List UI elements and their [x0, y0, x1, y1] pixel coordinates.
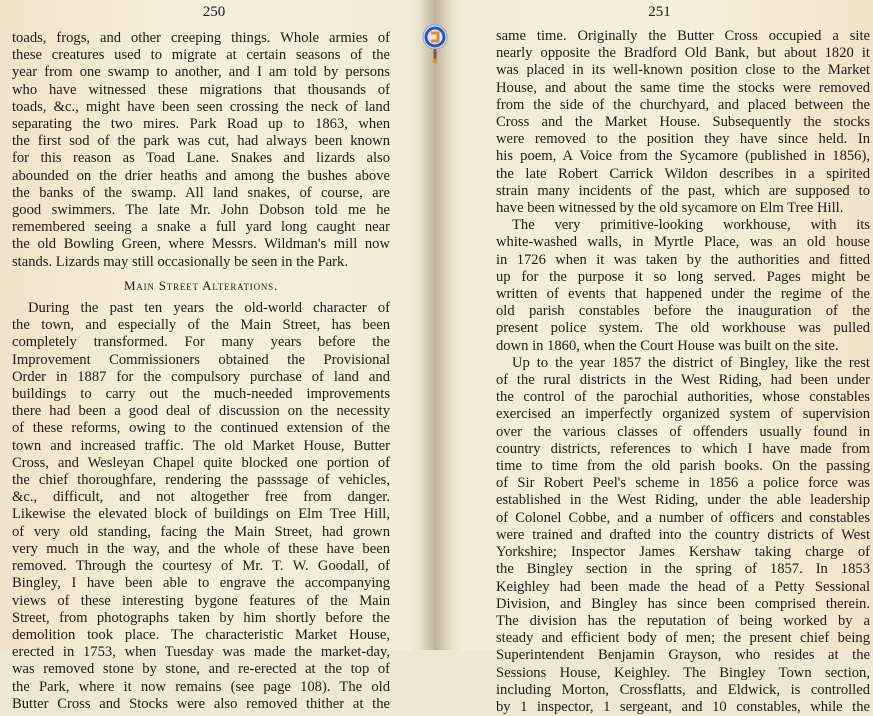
text-line: House, and about the same time the stocks were removed [496, 79, 870, 96]
text-line: white-washed walls, in Myrtle Place, was an old house [496, 234, 870, 251]
text-line: old parish constables before the inauguration of the [496, 303, 870, 320]
text-line: During the past ten years the old-world character of [28, 300, 390, 317]
text-line: down in 1860, when the Court House was built on the site. [496, 337, 839, 354]
text-line: from the side of the churchyard, and placed between the [496, 96, 870, 113]
text-line: who have witnessed these migrations that thousands of [12, 81, 390, 98]
text-line: &c., difficult, and not altogether free from danger. [12, 489, 390, 506]
text-line: the first sod of the park was cut, had always been known [12, 133, 390, 150]
text-line: including Morton, Crossflatts, and Eldwick, is controlled [496, 681, 870, 698]
text-line: in 1726 when it was taken by the authorities and fitted [496, 251, 870, 268]
text-line: the Park, where it now remains (see page 108). The old [12, 678, 390, 695]
text-line: erected in 1753, when Tuesday was made the market-day, [12, 644, 390, 661]
text-line: the banks of the swamp. All land snakes, of course, are [12, 184, 390, 201]
text-line: these creatures used to migrate at certain seasons of the [12, 47, 390, 64]
text-line: were removed to the position they have since held. In [496, 131, 870, 148]
text-line: exercised an imperfectly organized system of supervision [496, 406, 870, 423]
text-line: town and increased traffic. The old Market House, Butter [12, 437, 390, 454]
text-line: over the various classes of offenders usually found in [496, 423, 870, 440]
text-line: stands. Lizards may still occasionally be seen in the Park. [12, 253, 348, 270]
text-line: Bingley, I have been able to engrave the accompanying [12, 575, 390, 592]
text-line: buildings to carry out the much-needed improvements [12, 386, 390, 403]
text-line: country districts, references to which I have made from [496, 440, 870, 457]
text-line: year from one swamp to another, and I am told by persons [12, 64, 390, 81]
text-line: was placed in its well-known position close to the Market [496, 62, 870, 79]
text-line: the chief thoroughfare, rendering the passsage of vehicles, [12, 472, 390, 489]
text-line: same time. Originally the Butter Cross occupied a site [496, 28, 870, 44]
text-line: time to time from the old parish books. On the passing [496, 458, 870, 475]
section-heading: Main Street Alterations. [123, 277, 279, 293]
text-line: Improvement Commissioners obtained the Provisional [12, 351, 390, 368]
left-page-text [12, 30, 390, 713]
text-line: were trained and drafted into the country districts of West [496, 526, 870, 543]
text-line: The very primitive-looking workhouse, with its [512, 217, 870, 234]
text-line: The division has the reputation of being worked by a [496, 612, 870, 629]
text-line: toads, frogs, and other creeping things. Whole armies of [12, 30, 390, 46]
page-number: 251 [648, 4, 671, 20]
text-line: the Bingley section in the spring of 1857. In 1853 [496, 561, 870, 578]
text-line: Keighley had been made the head of a Petty Sessional [496, 578, 870, 595]
text-line: demolition took place. The characteristic Market House, [12, 626, 390, 643]
text-line: completely transformed. For many years before the [12, 334, 390, 351]
text-line: the old Bowling Green, where Messrs. Wildman's mill now [12, 236, 390, 253]
text-line: was removed stone by stone, and re-erected at the top of [12, 661, 390, 678]
right-page-text [496, 28, 870, 716]
text-line: Order in 1887 for the compulsory purchase of land and [12, 368, 390, 385]
text-line: for this reason as Toad Lane. Snakes and lizards also [12, 150, 390, 167]
text-line: Butter Cross and Stocks were also removed thither at the [12, 695, 390, 712]
text-line: of very old standing, facing the Main Street, had grown [12, 523, 390, 540]
text-line: Superintendent Benjamin Grayson, who resides at the [496, 647, 870, 664]
text-line: there had been a good deal of discussion on the necessity [12, 403, 390, 420]
text-line: very much in the way, and the whole of these have been [12, 540, 390, 557]
text-line: steady and efficient body of men; the present chief being [496, 630, 870, 647]
text-line: Cross and the Market House. Subsequently the stocks [496, 114, 870, 131]
text-line: the town, and especially of the Main Street, has been [12, 317, 390, 334]
text-line: Likewise the elevated block of buildings on Elm Tree Hill, [12, 506, 390, 523]
left-page [0, 0, 428, 712]
text-line: by 1 inspector, 1 sergeant, and 10 constables, while the [496, 698, 870, 715]
text-line: written of events that happened under the regime of the [496, 286, 870, 303]
text-line: the control of the parochial authorities, whose constables [496, 389, 870, 406]
text-line: Cross, and Wesleyan Chapel quite blocked one portion of [12, 454, 390, 471]
right-page [446, 0, 873, 715]
text-line: good swimmers. The late Mr. John Dobson told me he [12, 202, 390, 219]
text-line: of Sir Robert Peel's scheme in 1856 a police force was [496, 475, 870, 492]
text-line: abounded on the drier heaths and among the bushes above [12, 167, 390, 184]
text-line: have been witnessed by the old sycamore on Elm Tree Hill. [496, 200, 844, 217]
text-line: Street, from photographs taken by him shortly before the [12, 609, 390, 626]
text-line: present police system. The old workhouse was pulled [496, 320, 870, 337]
page-number: 250 [202, 4, 226, 20]
text-line: toads, &c., might have been seen crossing the neck of land [12, 98, 390, 115]
text-line: removed. Through the courtesy of Mr. T. W. Goodall, of [12, 558, 390, 575]
text-line: views of these interesting bygone features of the Main [12, 592, 390, 609]
text-line: the late Robert Carrick Wildon describes in a spirited [496, 165, 870, 182]
text-line: strain many incidents of the past, which are supposed to [496, 182, 870, 199]
text-line: of Colonel Cobbe, and a number of officers and constables [496, 509, 870, 526]
text-line: remembered seeing a snake a full yard long caught near [12, 219, 390, 236]
text-line: of these reforms, owing to the continued extension of the [12, 420, 390, 437]
text-line: Division, and Bingley has since been comprised therein. [496, 595, 870, 612]
text-line: established in the West Riding, under the able leadership [496, 492, 870, 509]
text-line: of the rural districts in the West Riding, had been under [496, 372, 870, 389]
text-line: nearly opposite the Bradford Old Bank, but about 1820 it [496, 45, 870, 62]
text-line: his poem, A Voice from the Sycamore (published in 1856), [496, 148, 870, 165]
text-line: Sessions House, Keighley. The Bingley Town section, [496, 664, 870, 681]
text-line: separating the two mires. Park Road up to 1863, when [12, 116, 390, 133]
text-line: Yorkshire; Inspector James Kershaw taking charge of [496, 544, 870, 561]
text-line: up for the purpose it so long served. Pages might be [496, 268, 870, 285]
text-line: Up to the year 1857 the district of Bingley, like the rest [512, 354, 870, 371]
